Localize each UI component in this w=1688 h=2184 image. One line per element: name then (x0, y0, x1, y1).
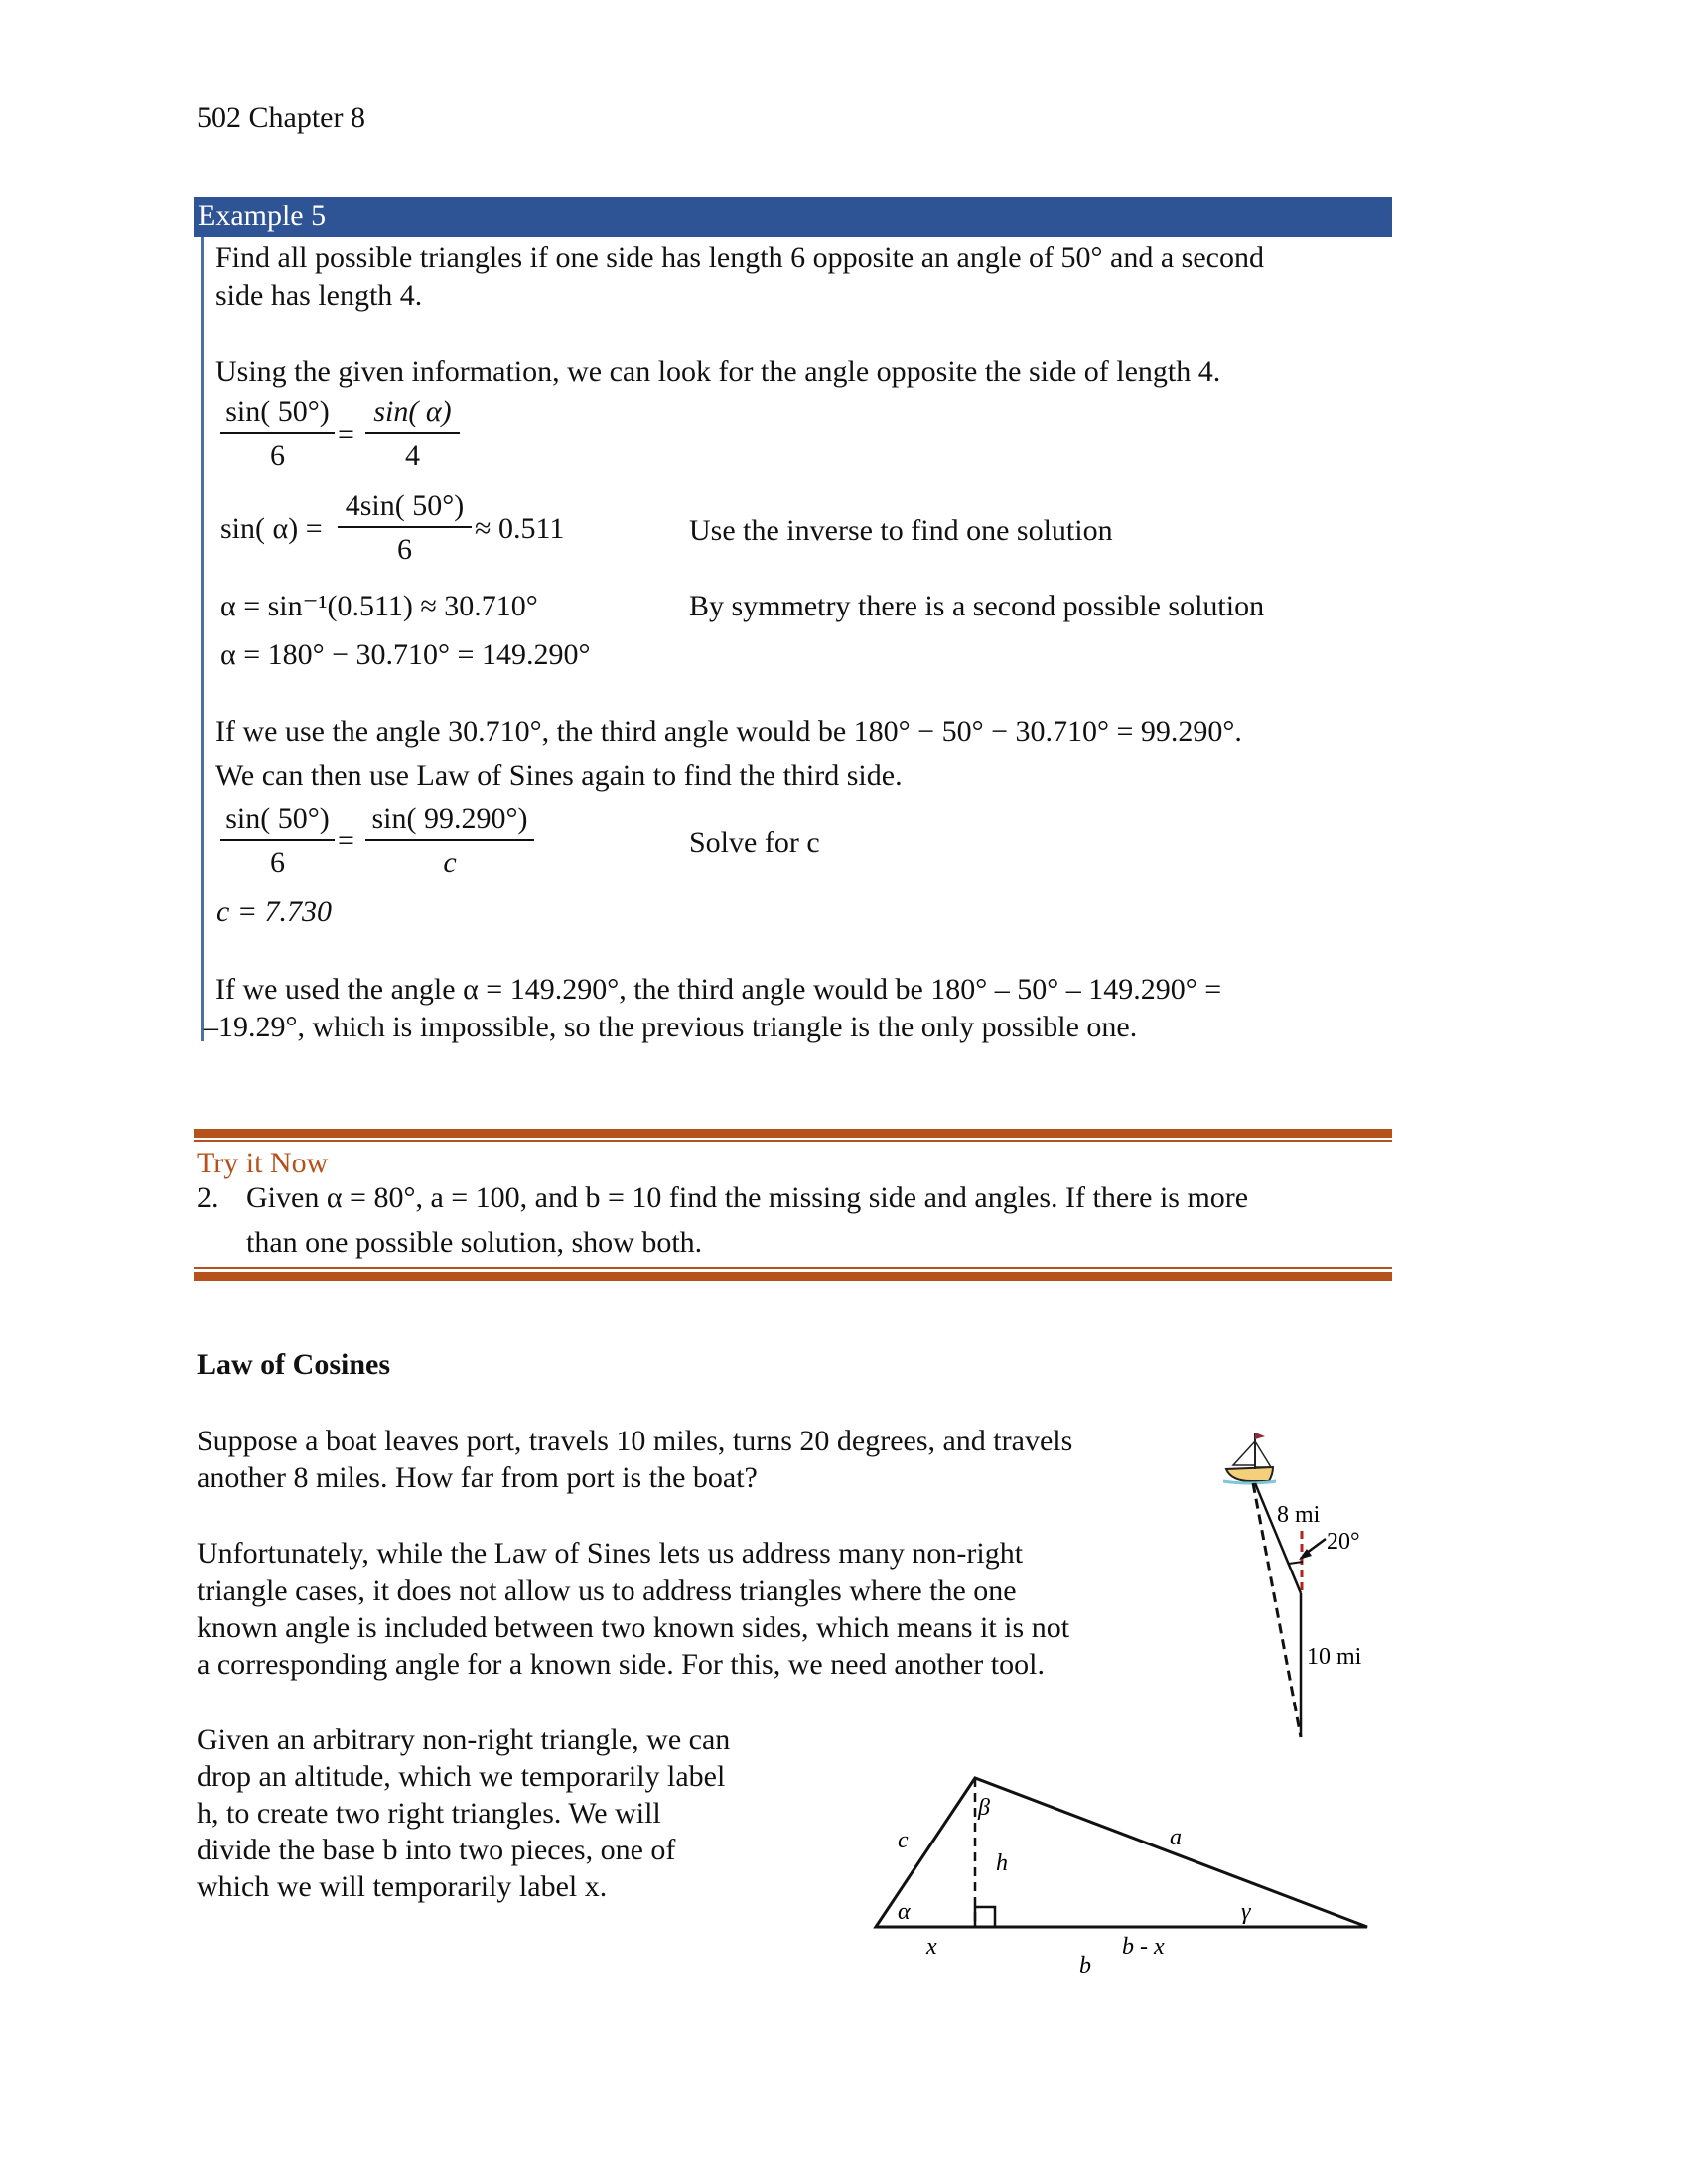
example-para3-line1: If we used the angle α = 149.290°, the third angle would be 180° – 50° – 149.290° = (215, 973, 1222, 1006)
try-bottom-rule-thin (194, 1267, 1392, 1269)
example-para2-line1: If we use the angle 30.710°, the third angle would be 180° − 50° − 30.710° = 99.290°. (215, 715, 1242, 748)
example-title: Example 5 (198, 200, 327, 232)
boat-diagram (1192, 1400, 1390, 1747)
eq5-note: Solve for c (689, 826, 820, 859)
section-heading: Law of Cosines (197, 1348, 391, 1381)
boat-icon (1223, 1433, 1276, 1483)
eq6: c = 7.730 (216, 895, 333, 928)
loc-para2-line: a corresponding angle for a known side. For this, we need another tool. (197, 1648, 1045, 1681)
label-h: h (996, 1850, 1008, 1876)
eq3: α = sin⁻¹(0.511) ≈ 30.710° (220, 590, 538, 622)
eq1-right-fraction: sin( α) 4 (365, 397, 460, 471)
loc-para3-line: Given an arbitrary non-right triangle, we can (197, 1723, 731, 1756)
loc-para3-line: drop an altitude, which we temporarily label (197, 1760, 726, 1793)
label-b: b (1079, 1953, 1091, 1976)
loc-para3-line: divide the base b into two pieces, one of (197, 1834, 676, 1866)
label-alpha: α (898, 1899, 911, 1925)
label-a: a (1170, 1825, 1182, 1850)
loc-para2-line: triangle cases, it does not allow us to address triangles where the one (197, 1574, 1017, 1607)
label-beta: β (978, 1795, 990, 1821)
loc-para1-line1: Suppose a boat leaves port, travels 10 miles, turns 20 degrees, and travels (197, 1425, 1073, 1457)
try-item-line1: Given α = 80°, a = 100, and b = 10 find the missing side and angles. If there is more (246, 1181, 1249, 1214)
eq5-left-fraction: sin( 50°) 6 (220, 804, 335, 878)
eq5-right-fraction: sin( 99.290°) c (365, 804, 534, 878)
try-top-rule-thin (194, 1140, 1392, 1142)
example-left-border (201, 237, 204, 1041)
loc-para2-line: Unfortunately, while the Law of Sines lets us address many non-right (197, 1537, 1024, 1570)
loc-para1-line2: another 8 miles. How far from port is the boat? (197, 1461, 758, 1494)
label-c: c (898, 1828, 909, 1853)
eq2-note: Use the inverse to find one solution (689, 514, 1113, 547)
triangle (876, 1778, 1367, 1927)
try-item-line2: than one possible solution, show both. (246, 1226, 703, 1259)
example-para3-line2: –19.29°, which is impossible, so the previous triangle is the only possible one. (204, 1011, 1138, 1043)
running-head: 502 Chapter 8 (197, 101, 365, 134)
try-item-number: 2. (197, 1181, 219, 1214)
label-10mi: 10 mi (1307, 1644, 1362, 1670)
eq2-lhs: sin( α) = (220, 512, 323, 545)
try-it-now-title: Try it Now (197, 1147, 329, 1179)
loc-para2-line: known angle is included between two known sides, which means it is not (197, 1611, 1070, 1644)
example-header-bar (194, 197, 1392, 237)
eq2-rhs: ≈ 0.511 (475, 512, 565, 545)
eq5-equals: = (338, 824, 354, 857)
eq2-fraction: 4sin( 50°) 6 (338, 491, 472, 565)
label-8mi: 8 mi (1277, 1502, 1321, 1528)
right-angle-mark (975, 1907, 995, 1927)
label-b-minus-x: b - x (1122, 1934, 1165, 1960)
triangle-diagram (854, 1737, 1370, 1976)
label-x: x (926, 1934, 937, 1960)
example-problem-line2: side has length 4. (215, 279, 423, 312)
eq1-left-fraction: sin( 50°) 6 (220, 397, 335, 471)
eq4: α = 180° − 30.710° = 149.290° (220, 638, 591, 671)
example-intro: Using the given information, we can look for the angle opposite the side of length 4. (215, 355, 1221, 388)
example-para2-line2: We can then use Law of Sines again to find the third side. (215, 759, 903, 792)
label-20deg: 20° (1327, 1529, 1360, 1555)
label-gamma: γ (1241, 1899, 1251, 1925)
loc-para3-line: h, to create two right triangles. We will (197, 1797, 661, 1830)
eq3-note: By symmetry there is a second possible solution (689, 590, 1265, 622)
loc-para3-line: which we will temporarily label x. (197, 1870, 608, 1903)
try-bottom-rule-thick (194, 1272, 1392, 1281)
example-problem-line1: Find all possible triangles if one side has length 6 opposite an angle of 50° and a second (215, 241, 1264, 274)
eq1-equals: = (338, 418, 354, 451)
try-top-rule-thick (194, 1129, 1392, 1138)
